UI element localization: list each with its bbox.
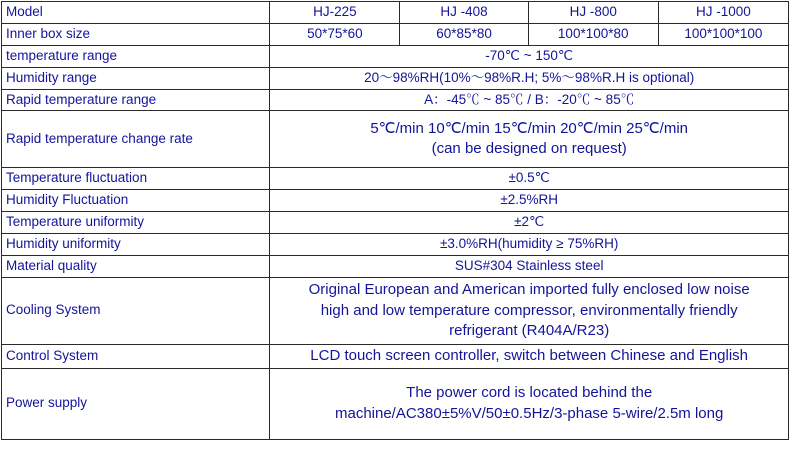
table-row xyxy=(2,234,789,256)
value-cell: 50*75*60 xyxy=(270,23,400,45)
value-line: Original European and American imported fully enclosed low noise xyxy=(308,280,750,298)
value-cell: SUS#304 Stainless steel xyxy=(270,255,789,277)
table-row xyxy=(2,368,789,439)
model-cell: HJ -800 xyxy=(528,2,658,24)
row-label: Power supply xyxy=(2,368,270,439)
value-cell: 20～98%RH(10%～98%R.H; 5%～98%R.H is optional) xyxy=(270,67,789,89)
table-row xyxy=(2,67,789,89)
model-cell: HJ -1000 xyxy=(658,2,788,24)
value-cell: 60*85*80 xyxy=(400,23,528,45)
table-row xyxy=(2,255,789,277)
row-label: Control System xyxy=(2,345,270,369)
row-label: Temperature uniformity xyxy=(2,212,270,234)
table-row xyxy=(2,277,789,344)
table-row xyxy=(2,23,789,45)
row-label: Temperature fluctuation xyxy=(2,168,270,190)
model-cell: HJ -408 xyxy=(400,2,528,24)
table-row xyxy=(2,111,789,168)
table-row xyxy=(2,212,789,234)
row-label: temperature range xyxy=(2,45,270,67)
table-row xyxy=(2,2,789,24)
value-cell: A：-45℃ ~ 85℃ / B：-20℃ ~ 85℃ xyxy=(270,89,789,111)
row-label: Inner box size xyxy=(2,23,270,45)
table-row xyxy=(2,345,789,369)
row-label: Humidity range xyxy=(2,67,270,89)
value-cell xyxy=(270,111,789,168)
value-line: (can be designed on request) xyxy=(431,140,627,158)
value-line: machine/AC380±5%V/50±0.5Hz/3-phase 5-wire/2.5m long xyxy=(334,404,724,422)
value-cell: 100*100*100 xyxy=(658,23,788,45)
value-cell: ±0.5℃ xyxy=(270,168,789,190)
value-cell xyxy=(270,277,789,344)
value-line: The power cord is located behind the xyxy=(406,384,653,401)
row-label: Humidity Fluctuation xyxy=(2,190,270,212)
model-cell: HJ-225 xyxy=(270,2,400,24)
value-cell: ±3.0%RH(humidity ≥ 75%RH) xyxy=(270,234,789,256)
value-cell: ±2.5%RH xyxy=(270,190,789,212)
value-line: high and low temperature compressor, environmentally friendly xyxy=(320,301,738,319)
row-label: Rapid temperature range xyxy=(2,89,270,111)
value-cell xyxy=(270,368,789,439)
table-row xyxy=(2,190,789,212)
table-row xyxy=(2,45,789,67)
row-label: Humidity uniformity xyxy=(2,234,270,256)
value-cell: ±2℃ xyxy=(270,212,789,234)
row-label: Material quality xyxy=(2,255,270,277)
row-label: Model xyxy=(2,2,270,24)
row-label: Rapid temperature change rate xyxy=(2,111,270,168)
table-row xyxy=(2,89,789,111)
value-cell: LCD touch screen controller, switch between Chinese and English xyxy=(270,345,789,369)
value-cell: 100*100*80 xyxy=(528,23,658,45)
row-label: Cooling System xyxy=(2,277,270,344)
value-line: refrigerant (R404A/R23) xyxy=(449,322,610,340)
table-row xyxy=(2,168,789,190)
value-line: 5℃/min 10℃/min 15℃/min 20℃/min 25℃/min xyxy=(370,119,688,137)
value-cell: -70℃ ~ 150℃ xyxy=(270,45,789,67)
specification-table xyxy=(1,1,789,440)
